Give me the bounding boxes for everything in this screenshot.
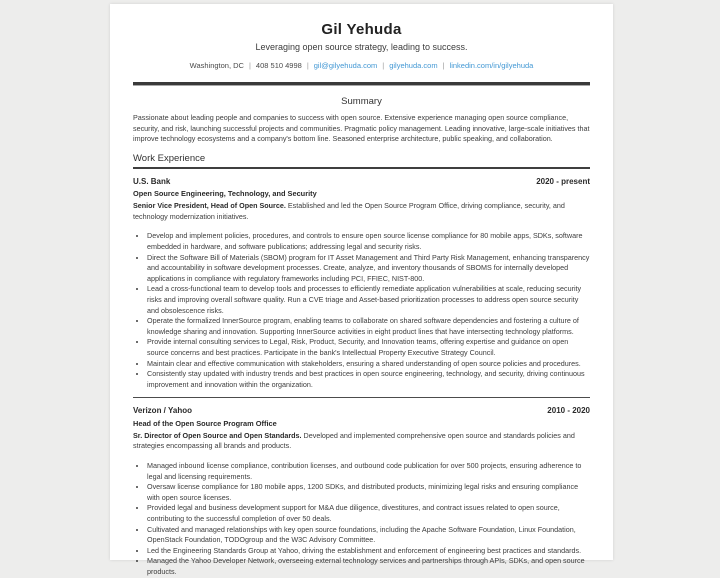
job-role-line [133, 201, 590, 222]
job-entry-verizon-yahoo [133, 406, 590, 577]
contact-separator: | [442, 61, 445, 70]
resume-page [110, 4, 613, 576]
tagline: Leveraging open source strategy, leading to success. [255, 42, 468, 52]
job-role-desc: Developed and implemented comprehensive open source and standards policies and strategies encompassing all brands and products. [133, 430, 575, 451]
job-bullet: • Direct the Software Bill of Materials (SBOM) program for IT Asset Management and Third Party Risk Management, enhancing transparency and accountability in software development processes. Create, analyze, and inventory thousands of SBOMS for internally developed applications in compliance with regulatory frameworks including PCI, FFIEC, NIST-800. [147, 253, 590, 285]
job-role-desc: Established and led the Open Source Program Office, driving compliance, security, and technology modernization initiatives. [133, 201, 565, 221]
contact-phone: 408 510 4998 [255, 61, 302, 70]
job-bullet-list [133, 231, 590, 390]
contact-separator: | [248, 61, 251, 70]
job-divider [133, 397, 590, 398]
job-bullet: • Develop and implement policies, procedures, and controls to ensure open source license compliance for 80 mobile apps, SDKs, software embedded in hardware, and software publications; addressing legal and security risks. [147, 231, 590, 252]
contact-separator: | [382, 61, 385, 70]
contact-line [133, 61, 590, 70]
company-name: U.S. Bank [133, 176, 171, 186]
job-bullet: • Cultivated and managed relationships with key open source foundations, including the Apache Software Foundation, Linux Foundation, OpenStack Foundation, TODOgroup and the W3C Advisory Committee. [147, 525, 590, 546]
website-link[interactable]: gilyehuda.com [389, 61, 438, 70]
company-name: Verizon / Yahoo [133, 406, 192, 416]
linkedin-link[interactable]: linkedin.com/in/gilyehuda [449, 61, 534, 70]
job-bullet-list [133, 461, 590, 578]
contact-separator: | [306, 61, 309, 70]
job-header [133, 177, 590, 186]
job-header [133, 406, 590, 415]
summary-heading: Summary [341, 96, 382, 107]
job-department: Head of the Open Source Program Office [133, 418, 277, 428]
header-divider [133, 82, 590, 86]
summary-text: Passionate about leading people and companies to success with open source. Extensive experience managing open source compliance, security, and risk, launching successful projects and communities. Pragmatic policy management. Leading innovative, large-scale initiatives that improve technology ecosystems and a company's bottom line. Seasoned enterprise architecture, public speaking, and collaboration. [133, 113, 590, 144]
job-bullet: • Led the Engineering Standards Group at Yahoo, driving the establishment and enforcement of engineering best practices and standards. [147, 546, 590, 557]
job-bullet: • Lead a cross-functional team to develop tools and processes to efficiently remediate application vulnerabilities at scale, reducing security risks and improving overall software quality. Run a CVE triage and Asset-based prioritization processes to address open source security and obsolescence risks. [147, 284, 590, 316]
job-entry-usbank [133, 177, 590, 391]
job-title: Senior Vice President, Head of Open Source. [133, 201, 286, 211]
job-bullet: • Provided legal and business development support for M&A due diligence, divestitures, and contract issues related to open source, contributing to the successful completion of over 50 deals. [147, 503, 590, 524]
job-title: Sr. Director of Open Source and Open Standards. [133, 430, 302, 440]
work-experience-heading: Work Experience [133, 153, 590, 169]
job-bullet: • Managed the Yahoo Developer Network, overseeing external technology services and partnerships through APIs, SDKs, and open source products. [147, 556, 590, 577]
contact-location: Washington, DC [189, 61, 244, 70]
job-bullet: • Managed inbound license compliance, contribution licenses, and outbound code publication for over 500 projects, ensuring adherence to legal and licensing requirements. [147, 461, 590, 482]
job-bullet: • Operate the formalized InnerSource program, enabling teams to collaborate on shared software dependencies and fostering a culture of knowledge sharing and innovation. Supporting InnerSource activities in eight product lines that have intersecting technology platforms. [147, 316, 590, 337]
job-department: Open Source Engineering, Technology, and Security [133, 189, 317, 199]
email-link[interactable]: gil@gilyehuda.com [313, 61, 378, 70]
person-name: Gil Yehuda [321, 21, 402, 38]
job-dates: 2020 - present [536, 176, 590, 186]
job-dates: 2010 - 2020 [547, 406, 590, 416]
job-bullet: • Consistently stay updated with industry trends and best practices in open source engineering, technology, and security, driving continuous improvement and innovation within the organization. [147, 369, 590, 390]
job-bullet: • Provide internal consulting services to Legal, Risk, Product, Security, and Innovation teams, offering expertise and guidance on open source concerns and best practices. Participate in the bank's Intellectual Property Executive Strategy Council. [147, 337, 590, 358]
job-bullet: • Maintain clear and effective communication with stakeholders, ensuring a shared understanding of open source policies and procedures. [147, 359, 590, 370]
job-bullet: • Oversaw license compliance for 180 mobile apps, 1200 SDKs, and distributed products, minimizing legal risks and ensuring compliance with open source licenses. [147, 482, 590, 503]
job-role-line [133, 431, 590, 452]
